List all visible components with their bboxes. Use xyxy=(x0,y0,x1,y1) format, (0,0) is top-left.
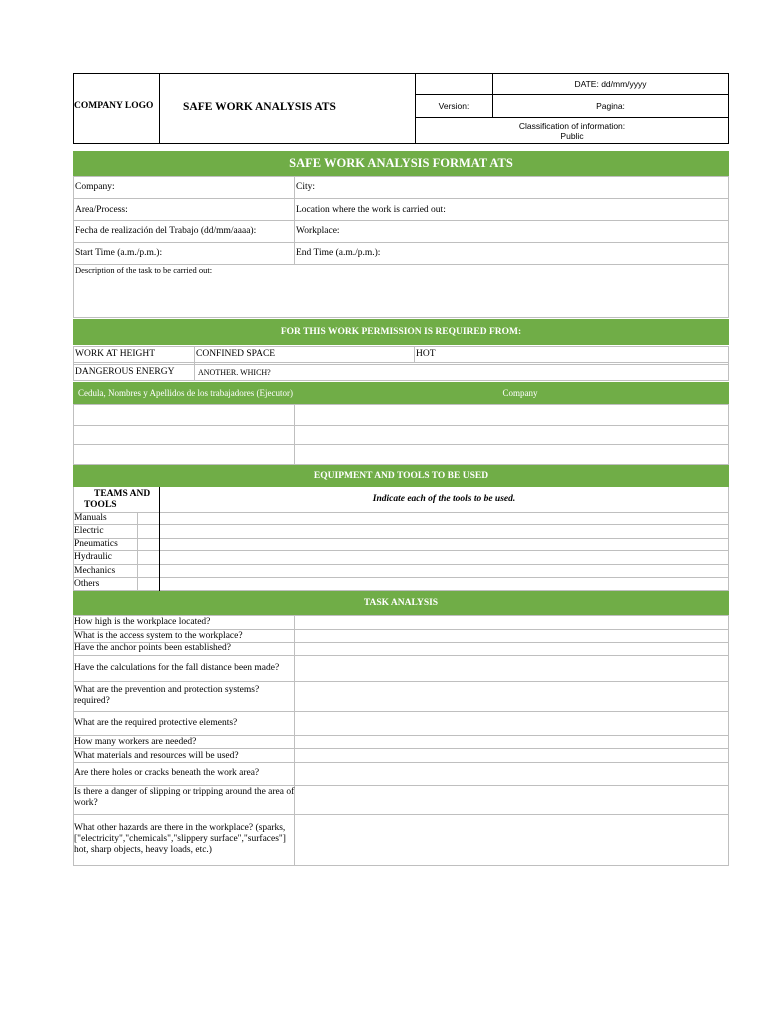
permission-title-bar: FOR THIS WORK PERMISSION IS REQUIRED FROM: xyxy=(73,319,729,345)
workplace-field[interactable]: Workplace: xyxy=(296,226,340,236)
task-question: What materials and resources will be used? xyxy=(74,751,239,761)
area-process-field[interactable]: Area/Process: xyxy=(75,205,128,215)
task-analysis-title-bar: TASK ANALYSIS xyxy=(73,591,729,615)
classification-label: Classification of information: xyxy=(518,120,626,131)
tool-item-mechanics: Mechanics xyxy=(74,566,116,576)
company-logo: COMPANY LOGO xyxy=(74,101,154,111)
worker-row[interactable] xyxy=(74,426,728,444)
location-field[interactable]: Location where the work is carried out: xyxy=(296,205,446,215)
company-field[interactable]: Company: xyxy=(75,182,115,192)
task-answer-field[interactable] xyxy=(295,763,728,785)
version-field: Version: xyxy=(438,101,470,111)
tool-item-hydraulic: Hydraulic xyxy=(74,552,112,562)
task-question: How many workers are needed? xyxy=(74,737,197,747)
task-answer-field[interactable] xyxy=(295,656,728,681)
worker-row[interactable] xyxy=(74,405,728,425)
classification-value: Public xyxy=(560,130,584,141)
another-option[interactable]: ANOTHER. WHICH? xyxy=(198,368,271,377)
task-question: Are there holes or cracks beneath the work area? xyxy=(74,768,260,778)
company-column-header: Company xyxy=(502,388,538,398)
tool-item-manuals: Manuals xyxy=(74,513,107,523)
dangerous-energy-option[interactable]: DANGEROUS ENERGY xyxy=(75,367,175,377)
worker-row[interactable] xyxy=(74,445,728,464)
confined-space-option[interactable]: CONFINED SPACE xyxy=(196,349,276,359)
page-field: Pagina: xyxy=(596,101,625,111)
teams-tools-line2: TOOLS xyxy=(84,500,117,510)
hot-work-option[interactable]: HOT xyxy=(416,349,436,359)
task-description-field[interactable]: Description of the task to be carried out: xyxy=(75,265,213,275)
work-date-field[interactable]: Fecha de realización del Trabajo (dd/mm/aaaa): xyxy=(75,226,257,236)
end-time-field[interactable]: End Time (a.m./p.m.): xyxy=(296,248,381,258)
task-answer-field[interactable] xyxy=(295,712,728,735)
task-question: What are the required protective elements? xyxy=(74,718,238,728)
task-answer-field[interactable] xyxy=(295,682,728,711)
workers-column-header: Cedula, Nombres y Apellidos de los trabajadores (Ejecutor) xyxy=(78,388,293,398)
indicate-tools-note: Indicate each of the tools to be used. xyxy=(372,494,516,504)
date-field: DATE: dd/mm/yyyy xyxy=(574,79,647,89)
classification-field xyxy=(416,118,728,143)
work-at-height-option[interactable]: WORK AT HEIGHT xyxy=(75,349,156,359)
task-answer-field[interactable] xyxy=(295,630,728,642)
task-answer-field[interactable] xyxy=(295,616,728,629)
task-answer-field[interactable] xyxy=(295,815,728,865)
document-title: SAFE WORK ANALYSIS ATS xyxy=(183,101,336,113)
task-question: How high is the workplace located? xyxy=(74,617,211,627)
format-title-bar: SAFE WORK ANALYSIS FORMAT ATS xyxy=(73,151,729,176)
task-answer-field[interactable] xyxy=(295,736,728,748)
start-time-field[interactable]: Start Time (a.m./p.m.): xyxy=(75,248,163,258)
city-field[interactable]: City: xyxy=(296,182,316,192)
task-question: What is the access system to the workplace? xyxy=(74,631,243,641)
task-question: Have the anchor points been established? xyxy=(74,643,231,653)
tool-item-others: Others xyxy=(74,579,100,589)
teams-tools-header xyxy=(74,489,158,511)
task-question: What other hazards are there in the workplace? (sparks, ["electricity","chemicals","slippery surface","surfaces"] hot, sharp objects, heavy loads, etc.) xyxy=(74,823,286,855)
tool-item-electric: Electric xyxy=(74,526,104,536)
task-question: What are the prevention and protection systems? required? xyxy=(74,685,260,706)
equipment-title-bar: EQUIPMENT AND TOOLS TO BE USED xyxy=(73,465,729,487)
task-question: Is there a danger of slipping or tripping around the area of work? xyxy=(74,787,295,808)
tool-item-pneumatics: Pneumatics xyxy=(74,539,118,549)
teams-tools-line1: TEAMS AND xyxy=(94,489,151,499)
task-answer-field[interactable] xyxy=(295,643,728,655)
task-question: Have the calculations for the fall distance been made? xyxy=(74,663,280,673)
task-answer-field[interactable] xyxy=(295,749,728,762)
task-answer-field[interactable] xyxy=(295,786,728,814)
